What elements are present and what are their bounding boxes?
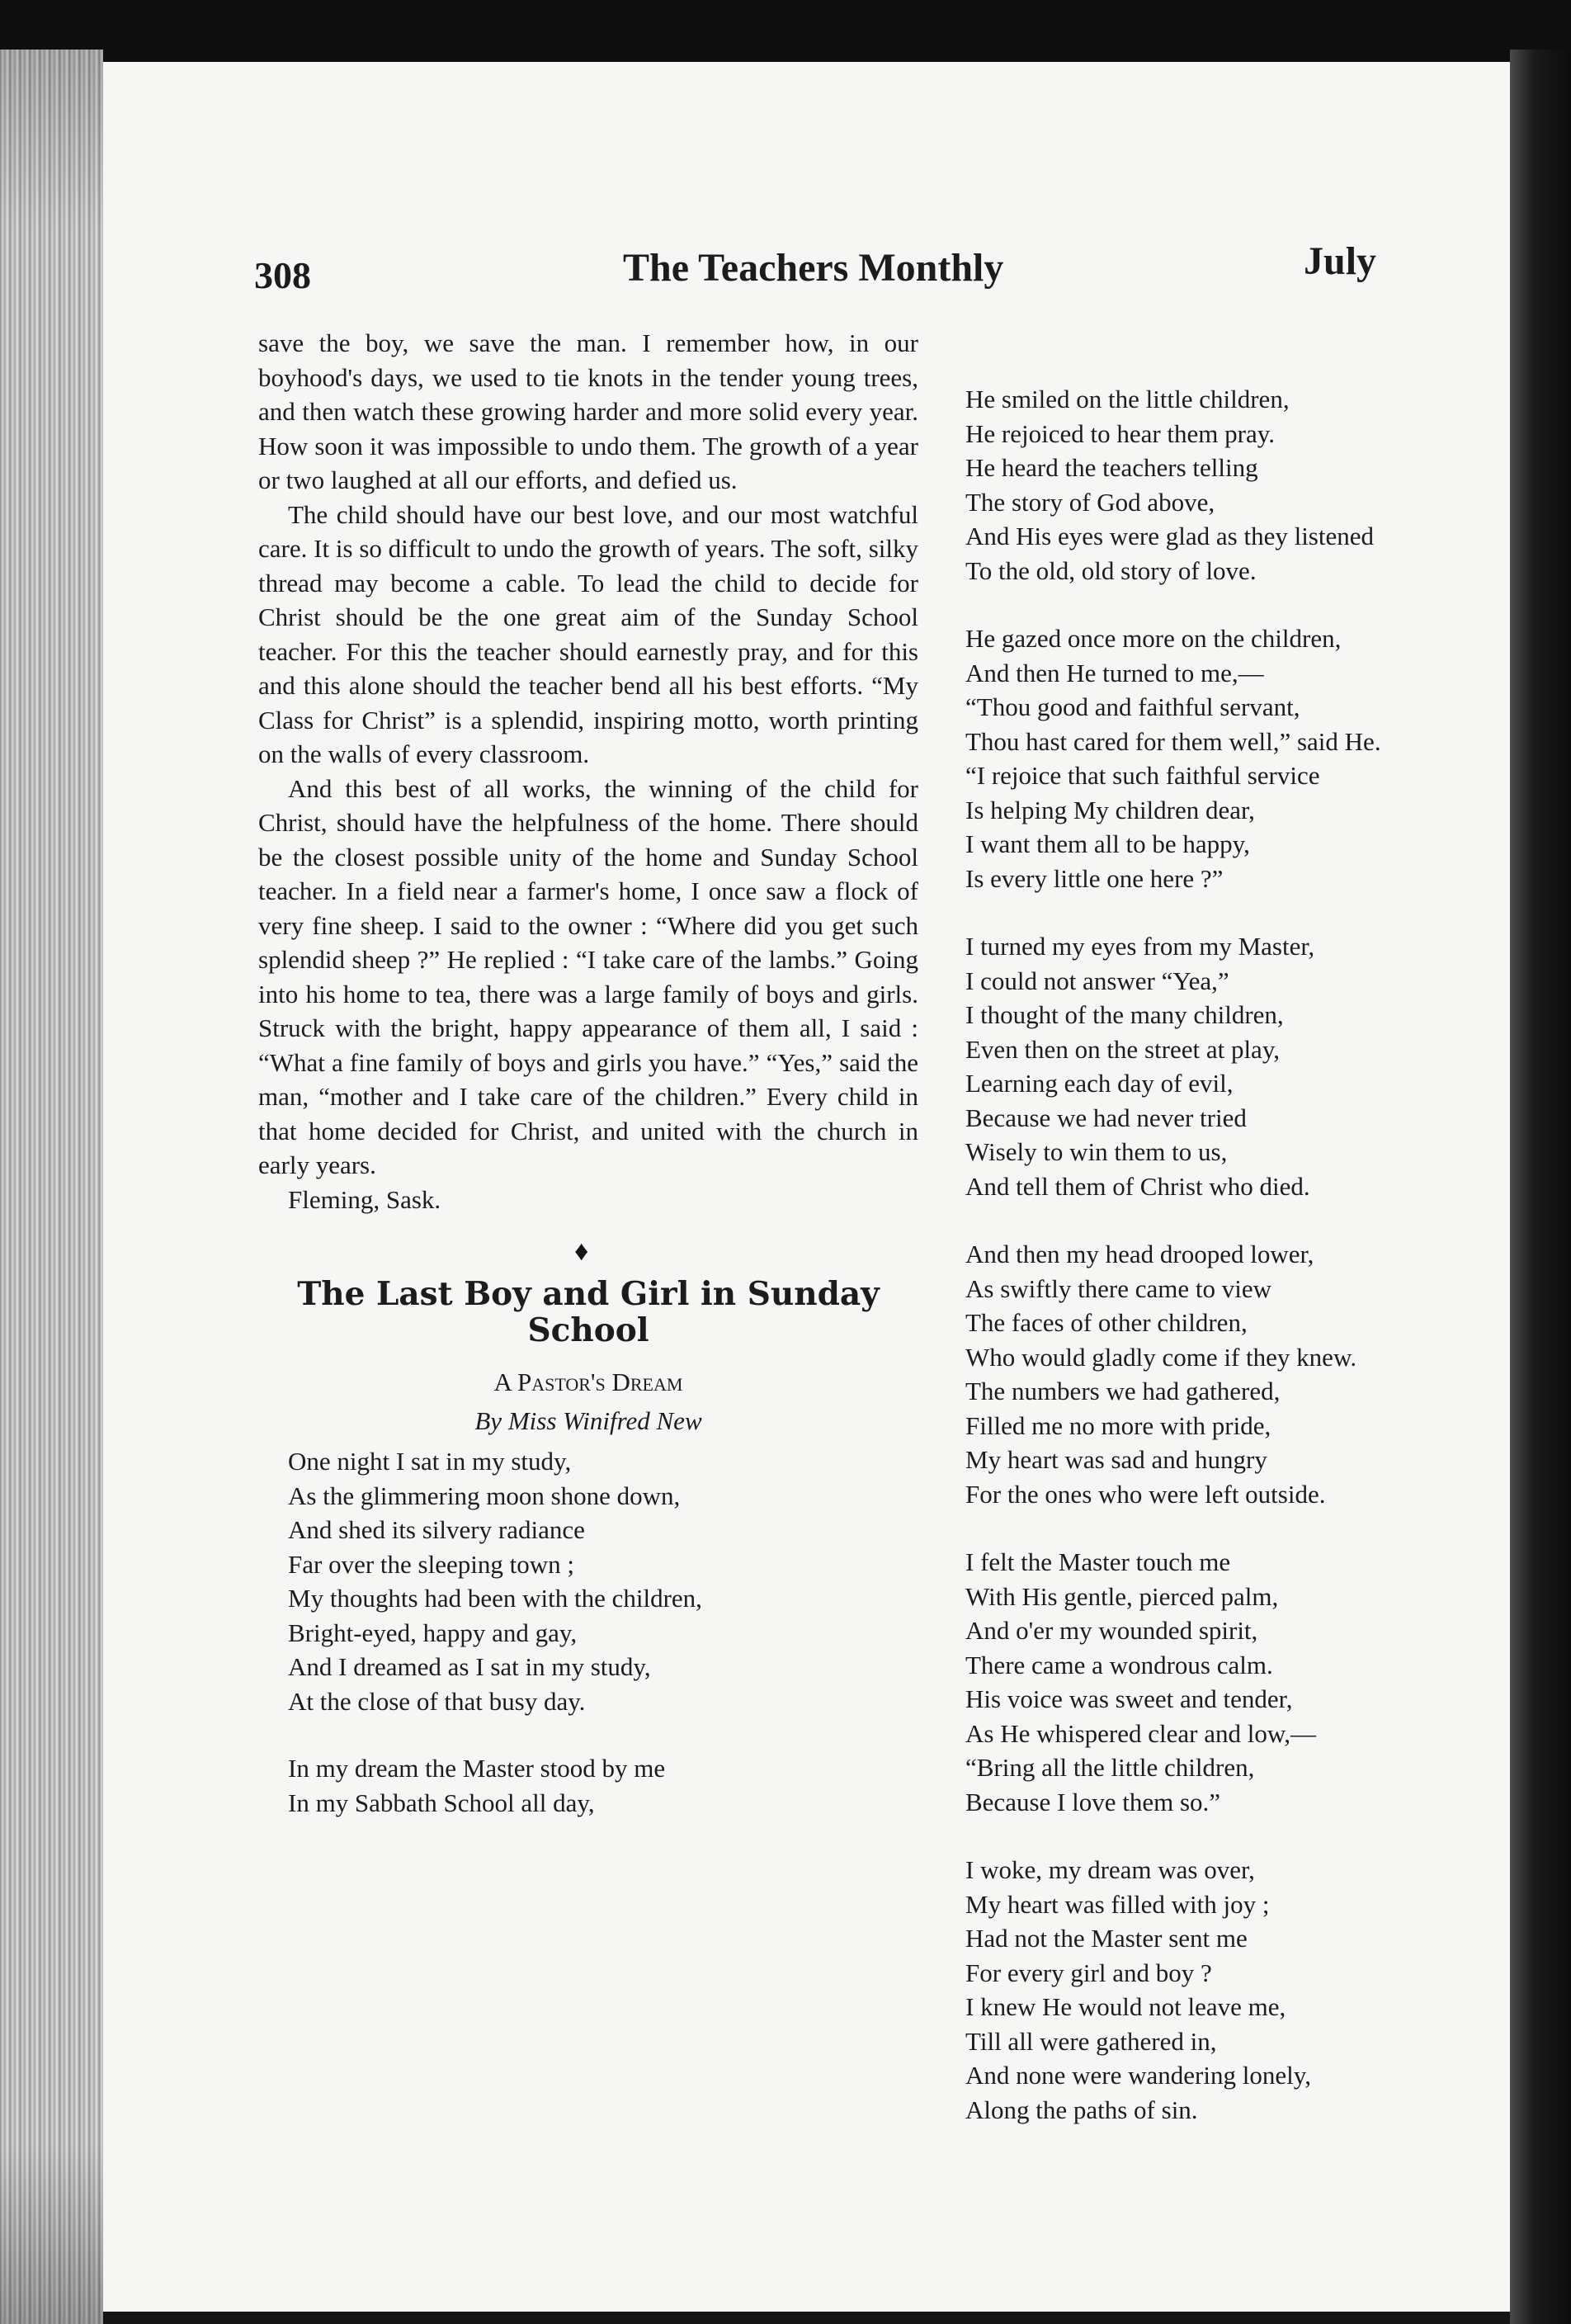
left-column [258,326,918,1853]
poem-line: I felt the Master touch me [965,1547,1231,1576]
poem-line: Who would gladly come if they knew. [965,1342,1357,1372]
article-title-line: School [527,1311,649,1349]
paragraph: save the boy, we save the man. I remember how, in our boyhood's days, we used to tie knots in the tender young trees, and then watch these growing harder and more solid every year. How soon it was impossible to undo them. The growth of a year or two laughed at all our efforts, and defied us. [258,328,918,494]
article-title [258,1274,918,1349]
poem-line: The numbers we had gathered, [965,1377,1281,1405]
poem-stanza [965,382,1571,588]
poem-line: And His eyes were glad as they listened [965,522,1375,550]
poem-line: One night I sat in my study, [288,1447,572,1476]
poem-line: Till all were gathered in, [965,2026,1217,2056]
poem-line: And then He turned to me,— [965,658,1264,687]
article-byline: By Miss Winifred New [474,1406,702,1435]
scan-top-border [0,0,1571,62]
poem-line: “Bring all the little children, [965,1753,1255,1782]
poem-left-part [288,1444,918,1820]
poem-stanza [965,1237,1571,1511]
author-location: Fleming, Sask. [288,1184,441,1214]
book-page-edges [0,50,103,2324]
poem-line: At the close of that busy day. [288,1686,586,1716]
article-subtitle: A Pastor's Dream [493,1367,683,1396]
poem-line: To the old, old story of love. [965,555,1257,585]
poem-line: And then my head drooped lower, [965,1240,1314,1268]
poem-line: Because I love them so.” [965,1787,1221,1816]
poem-line: He gazed once more on the children, [965,624,1342,653]
section-ornament [258,1216,918,1274]
poem-line: Is every little one here ?” [965,863,1224,893]
poem-line: Had not the Master sent me [965,1924,1248,1953]
poem-line: With His gentle, pierced palm, [965,1581,1279,1611]
page-number: 308 [254,254,311,296]
poem-line: I woke, my dream was over, [965,1855,1255,1884]
poem-line: Is helping My children dear, [965,795,1255,824]
poem-line: For the ones who were left outside. [965,1479,1326,1509]
poem-line: And o'er my wounded spirit, [965,1616,1258,1645]
paragraph: The child should have our best love, and our most watchful care. It is so difficult to undo the growth of years. The soft, silky thread may become a cable. To lead the child to decide for Christ should be the one great aim of the Sunday School teacher. For this the teacher should earnestly pray, and for this and this alone should the teacher bend all his best efforts. “My Class for Christ” is a splendid, inspiring motto, worth printing on the walls of every classroom. [258,499,918,768]
poem-line: I thought of the many children, [965,1000,1284,1029]
poem-line: I knew He would not leave me, [965,1992,1286,2021]
running-head [103,239,1510,311]
poem-line: In my dream the Master stood by me [288,1754,666,1783]
poem-stanza [965,1545,1571,1819]
poem-line: And tell them of Christ who died. [965,1171,1310,1201]
poem-stanza [965,929,1571,1203]
poem-line: I could not answer “Yea,” [965,966,1229,995]
poem-line: In my Sabbath School all day, [288,1788,595,1817]
poem-line: My thoughts had been with the children, [288,1584,702,1613]
poem-line: And I dreamed as I sat in my study, [288,1652,651,1681]
poem-line: Far over the sleeping town ; [288,1549,574,1579]
poem-line: Even then on the street at play, [965,1034,1281,1064]
poem-line: The story of God above, [965,487,1215,517]
book-page [103,62,1510,2312]
poem-line: “Thou good and faithful servant, [965,692,1300,721]
poem-line: As the glimmering moon shone down, [288,1481,681,1510]
poem-line: And shed its silvery radiance [288,1515,585,1544]
poem-stanza [965,1853,1571,2127]
journal-title: The Teachers Monthly [623,246,1004,290]
poem-line: I want them all to be happy, [965,829,1250,858]
poem-line: As swiftly there came to view [965,1273,1272,1303]
poem-line: The faces of other children, [965,1308,1248,1337]
article-title-line: The Last Boy and Girl in Sunday [297,1275,880,1313]
poem-line: For every girl and boy ? [965,1958,1212,1987]
poem-line: He smiled on the little children, [965,385,1290,413]
poem-line: My heart was sad and hungry [965,1445,1267,1474]
poem-stanza [288,1444,918,1718]
poem-line: I turned my eyes from my Master, [965,932,1315,961]
poem-line: Filled me no more with pride, [965,1410,1271,1440]
poem-stanza [288,1751,918,1820]
poem-line: His voice was sweet and tender, [965,1684,1293,1713]
hand-ornament-icon: ♦ [574,1236,589,1267]
poem-line: “I rejoice that such faithful service [965,761,1320,790]
poem-line: Wisely to win them to us, [965,1137,1228,1166]
poem-line: There came a wondrous calm. [965,1650,1273,1679]
poem-line: Learning each day of evil, [965,1069,1234,1098]
poem-line: And none were wandering lonely, [965,2061,1311,2090]
poem-line: As He whispered clear and low,— [965,1718,1316,1748]
poem-line: He heard the teachers telling [965,453,1258,482]
poem-line: He rejoiced to hear them pray. [965,418,1275,448]
paragraph: And this best of all works, the winning of the child for Christ, should have the helpfulness of the home. There should be the closest possible unity of the home and Sunday School teacher. In a field near a farmer's home, I once saw a flock of very fine sheep. I said to the owner : “Where did you get such splendid sheep ?” He replied : “I take care of the lambs.” Going into his home to tea, there was a large family of boys and girls. Struck with the bright, happy appearance of them all, I said : “What a fine family of boys and girls you have.” “Yes,” said the man, “mother and I take care of the children.” Every child in that home decided for Christ, and united with the church in early years. [258,773,918,1179]
poem-line: Thou hast cared for them well,” said He. [965,726,1381,756]
right-column-poem [965,382,1571,2161]
poem-line: Bright-eyed, happy and gay, [288,1618,578,1647]
issue-month: July [1304,239,1377,283]
poem-line: Because we had never tried [965,1103,1247,1132]
poem-stanza [965,621,1571,895]
poem-line: My heart was filled with joy ; [965,1889,1270,1919]
poem-line: Along the paths of sin. [965,2095,1198,2124]
